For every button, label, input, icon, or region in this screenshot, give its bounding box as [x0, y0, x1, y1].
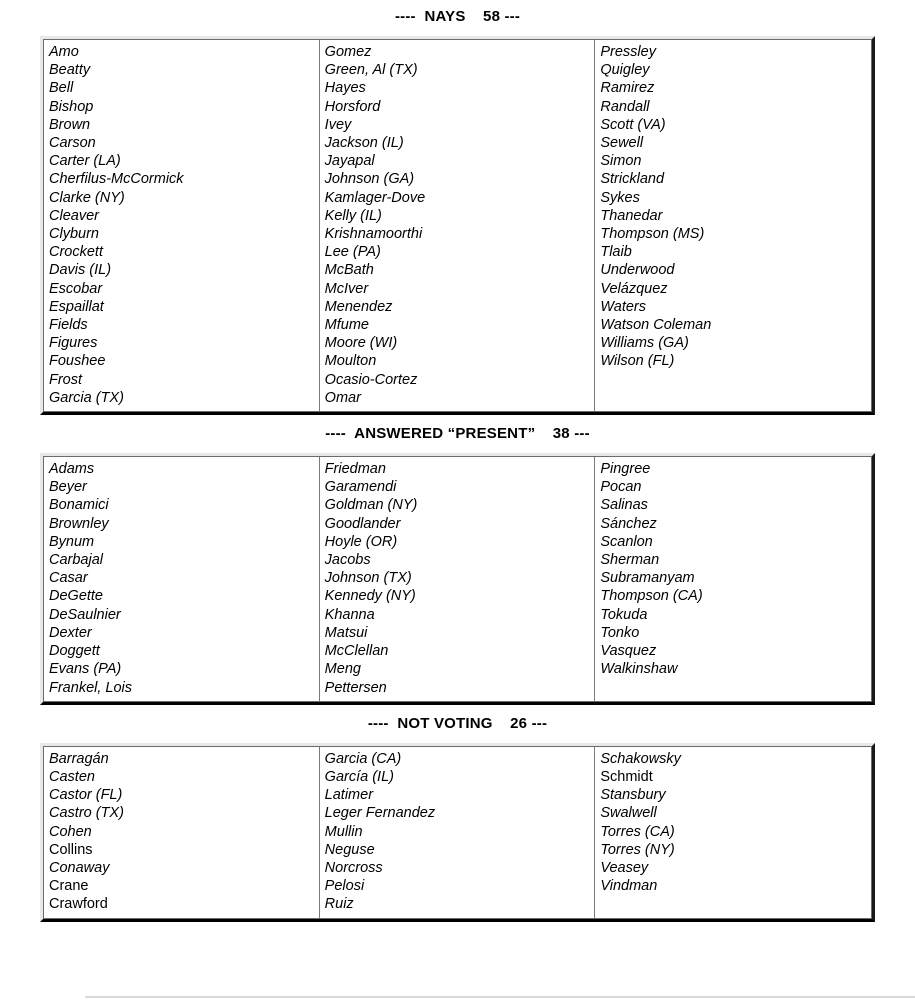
member-name: Barragán [49, 750, 109, 767]
member-name: Goldman (NY) [324, 497, 418, 514]
member-name: Amo [49, 44, 79, 60]
member-name: McIver [324, 280, 369, 297]
member-name: Pressley [600, 44, 656, 60]
member-name: McClellan [324, 643, 389, 660]
member-name: Cherfilus-McCormick [49, 171, 184, 188]
member-name: Mfume [324, 317, 369, 334]
member-name: Norcross [324, 859, 383, 876]
member-name: Bell [49, 80, 74, 97]
tally-column [44, 40, 320, 411]
member-name: Garcia (TX) [49, 389, 124, 406]
member-name: Carter (LA) [49, 153, 121, 170]
sections-container [0, 8, 915, 922]
member-name: Watson Coleman [600, 317, 712, 334]
member-name: Underwood [600, 262, 675, 279]
member-name: Ocasio-Cortez [324, 371, 418, 388]
member-name: Frankel, Lois [49, 679, 133, 696]
member-name: Veasey [600, 859, 649, 876]
member-name: Collins [49, 841, 93, 858]
member-name: Green, Al (TX) [324, 62, 418, 79]
member-name: Meng [324, 661, 361, 678]
member-name: Jackson (IL) [324, 135, 404, 152]
member-name: Tokuda [600, 606, 648, 623]
member-name: Ivey [324, 116, 352, 133]
member-name: Evans (PA) [49, 661, 122, 678]
member-name: McBath [324, 262, 374, 279]
member-name: Adams [49, 461, 95, 478]
section-gap [0, 705, 915, 715]
member-name: Waters [600, 298, 647, 315]
member-name: Schakowsky [600, 750, 681, 767]
member-name: Frost [49, 371, 83, 388]
member-name: Stansbury [600, 787, 666, 804]
member-name: Bishop [49, 98, 94, 115]
member-name: Carbajal [49, 552, 103, 569]
member-name: Subramanyam [600, 570, 695, 587]
member-name: Kelly (IL) [324, 207, 382, 224]
member-name: Beyer [49, 479, 87, 496]
member-name: Scott (VA) [600, 116, 666, 133]
member-name: Crockett [49, 244, 103, 261]
tally-column [320, 40, 596, 411]
tally-column [320, 457, 596, 701]
member-name: Gomez [324, 44, 372, 60]
member-name: Brownley [49, 515, 109, 532]
member-name: Friedman [324, 461, 386, 478]
member-name: DeGette [49, 588, 103, 605]
member-name: Hoyle (OR) [324, 533, 398, 550]
vote-section-not-voting [0, 705, 915, 922]
member-name: Clyburn [49, 226, 99, 243]
member-name: Krishnamoorthi [324, 226, 423, 243]
member-name: Cleaver [49, 207, 99, 224]
tally-column [44, 457, 320, 701]
member-name: Lee (PA) [324, 244, 381, 261]
member-name: Brown [49, 116, 91, 133]
header-bottom-gap [0, 732, 915, 743]
member-name: Schmidt [600, 768, 653, 785]
member-name: Figures [49, 335, 98, 352]
member-name: Jacobs [324, 552, 371, 569]
member-name: Thanedar [600, 207, 663, 224]
vote-section-nays [0, 8, 915, 415]
member-name: Moore (WI) [324, 335, 398, 352]
tally-table-present [40, 453, 875, 705]
member-name: Sewell [600, 135, 644, 152]
member-name: Jayapal [324, 153, 375, 170]
member-name: Swalwell [600, 805, 657, 822]
member-name: Dexter [49, 624, 92, 641]
member-name: Ramirez [600, 80, 655, 97]
member-name: Omar [324, 389, 361, 406]
member-name: Kamlager-Dove [324, 189, 426, 206]
member-name: Conaway [49, 859, 110, 876]
member-name: Pingree [600, 461, 651, 478]
member-name: Menendez [324, 298, 393, 315]
member-name: García (IL) [324, 768, 394, 785]
member-name: Carson [49, 135, 96, 152]
member-name: Walkinshaw [600, 661, 678, 678]
tally-column [595, 40, 871, 411]
member-name: Matsui [324, 624, 368, 641]
member-name: Sánchez [600, 515, 657, 532]
member-name: DeSaulnier [49, 606, 121, 623]
header-bottom-gap [0, 442, 915, 453]
member-name: Torres (CA) [600, 823, 675, 840]
member-name: Vindman [600, 878, 658, 895]
member-name: Williams (GA) [600, 335, 689, 352]
section-header-present: ---- ANSWERED “PRESENT” 38 --- [325, 425, 590, 443]
member-name: Bonamici [49, 497, 109, 514]
tally-table-inner [43, 456, 872, 702]
section-header-nays: ---- NAYS 58 --- [394, 8, 521, 25]
tally-table-inner [43, 746, 872, 919]
member-name: Leger Fernandez [324, 805, 436, 822]
member-name: Strickland [600, 171, 665, 188]
member-name: Ruiz [324, 896, 354, 913]
member-name: Pocan [600, 479, 642, 496]
tally-column [595, 747, 871, 918]
tally-table-not-voting [40, 743, 875, 922]
member-name: Khanna [324, 606, 375, 623]
member-name: Beatty [49, 62, 91, 79]
member-name: Tonko [600, 624, 640, 641]
member-name: Johnson (GA) [324, 171, 415, 188]
member-name: Mullin [324, 823, 363, 840]
tally-column [44, 747, 320, 918]
bottom-divider [85, 996, 915, 998]
member-name: Casten [49, 768, 95, 785]
member-name: Pettersen [324, 679, 387, 696]
member-name: Castor (FL) [49, 787, 123, 804]
member-name: Espaillat [49, 298, 104, 315]
member-name: Sykes [600, 189, 640, 206]
member-name: Torres (NY) [600, 841, 675, 858]
member-name: Cohen [49, 823, 92, 840]
member-name: Thompson (MS) [600, 226, 705, 243]
member-name: Salinas [600, 497, 648, 514]
tally-column [320, 747, 596, 918]
member-name: Vasquez [600, 643, 657, 660]
tally-table-nays [40, 36, 875, 415]
member-name: Bynum [49, 533, 95, 550]
member-name: Fields [49, 317, 88, 334]
member-name: Goodlander [324, 515, 401, 532]
member-name: Velázquez [600, 280, 668, 297]
member-name: Quigley [600, 62, 650, 79]
member-name: Casar [49, 570, 88, 587]
member-name: Foushee [49, 353, 106, 370]
tally-column [595, 457, 871, 701]
top-spacer [0, 0, 915, 8]
member-name: Davis (IL) [49, 262, 112, 279]
section-gap [0, 415, 915, 425]
member-name: Wilson (FL) [600, 353, 675, 370]
member-name: Johnson (TX) [324, 570, 412, 587]
member-name: Latimer [324, 787, 374, 804]
member-name: Doggett [49, 643, 100, 660]
member-name: Crane [49, 878, 89, 895]
tally-table-inner [43, 39, 872, 412]
vote-section-present [0, 415, 915, 705]
member-name: Sherman [600, 552, 660, 569]
member-name: Crawford [49, 896, 108, 913]
member-name: Moulton [324, 353, 377, 370]
member-name: Escobar [49, 280, 103, 297]
member-name: Randall [600, 98, 650, 115]
member-name: Neguse [324, 841, 375, 858]
member-name: Garamendi [324, 479, 397, 496]
member-name: Tlaib [600, 244, 632, 261]
member-name: Clarke (NY) [49, 189, 125, 206]
member-name: Simon [600, 153, 642, 170]
member-name: Horsford [324, 98, 381, 115]
member-name: Thompson (CA) [600, 588, 703, 605]
member-name: Castro (TX) [49, 805, 124, 822]
member-name: Garcia (CA) [324, 750, 402, 767]
section-header-not-voting: ---- NOT VOTING 26 --- [367, 714, 548, 732]
header-bottom-gap [0, 25, 915, 36]
member-name: Hayes [324, 80, 366, 97]
member-name: Scanlon [600, 533, 653, 550]
member-name: Pelosi [324, 878, 365, 895]
member-name: Kennedy (NY) [324, 588, 416, 605]
